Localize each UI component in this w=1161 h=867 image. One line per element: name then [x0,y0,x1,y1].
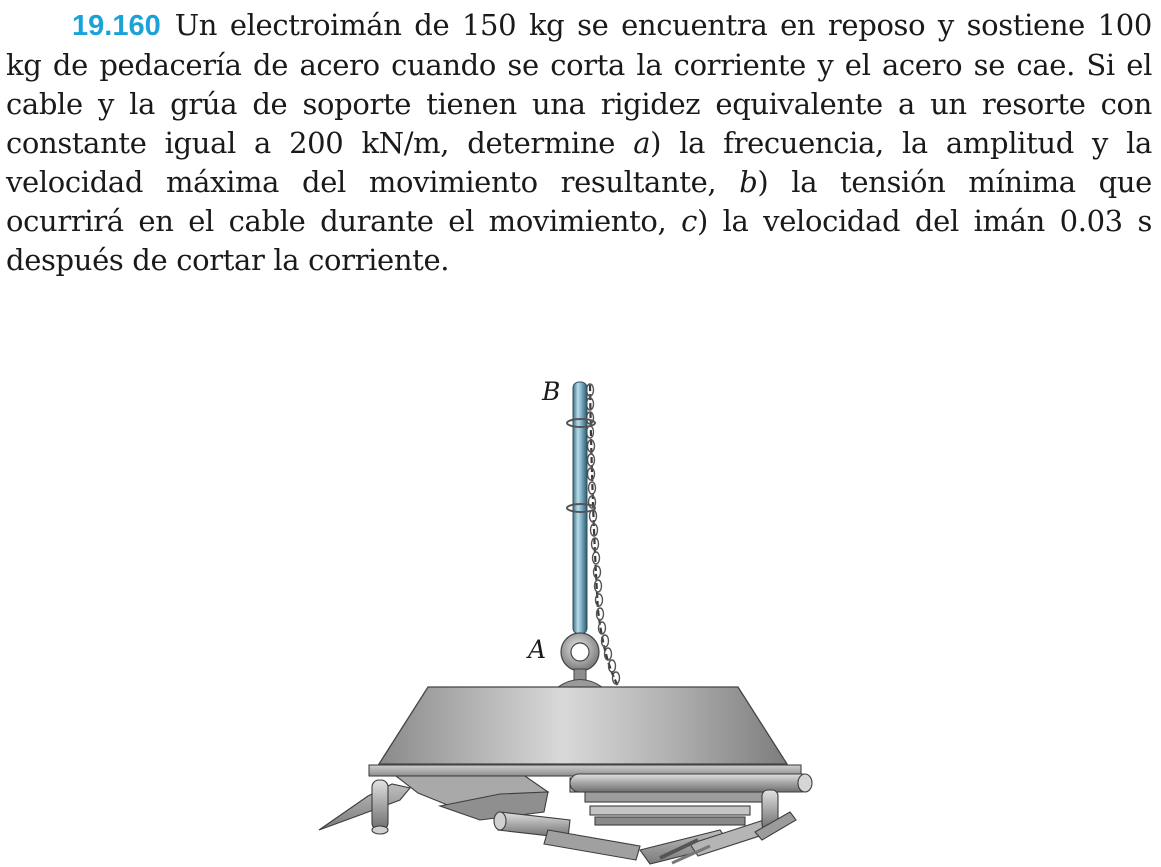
problem-text-1: Un electroimán de 150 kg se encuentra en reposo y sostiene 100 kg de pedacería de acero cuando se corta la corriente y el acero se cae. Si el cable y la grúa de soporte tienen una rigidez equivalente a un resorte con constante igual a 200 kN/m, determine [6,8,1152,160]
electromagnet-figure [300,360,860,867]
eye-bolt [558,633,602,687]
problem-text-3: ) la tensión mínima que ocurrirá en el cable durante el movimiento, [6,165,1152,238]
part-a-letter: a [633,126,651,160]
label-b: B [542,377,561,406]
magnet-body [379,687,787,764]
part-c-letter: c [681,204,697,238]
label-a: A [528,635,547,664]
problem-text-4: ) la velocidad del imán 0.03 s después de cortar la corriente. [6,204,1152,277]
scrap-steel [319,774,812,864]
part-b-letter: b [739,165,758,199]
problem-text-2: ) la frecuencia, la amplitud y la velocidad máxima del movimiento resultante, [6,126,1152,199]
problem-number: 19.160 [72,10,161,42]
problem-statement [6,6,1152,280]
